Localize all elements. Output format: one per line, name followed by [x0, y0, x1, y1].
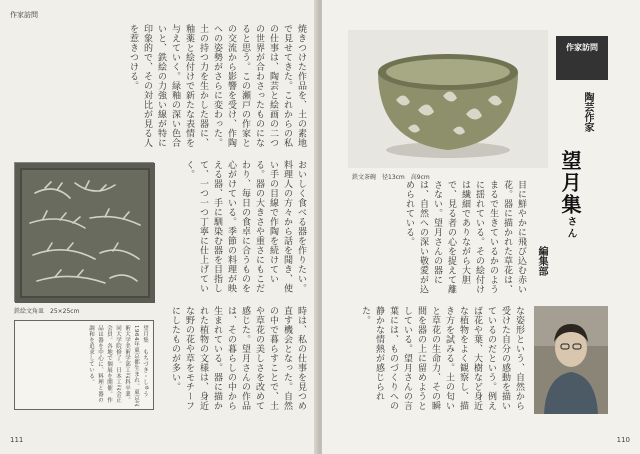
tea-bowl-image: [348, 30, 548, 168]
article-text-column-mid: おいしく食べる器を作りたい。料理人の方々から話を聞き、使い手の目線で作陶を続けている。器の大きさや重さにもこだわり、毎日の食卓に合うものを心がけている。季節の料理が映える器、手に馴染む器を目指して、一つ一つ丁寧に仕上げていく。: [184, 160, 306, 293]
article-text-column-upper-right: 目に鮮やかに飛び込む赤い花。器に描かれた草花は、まるで生きているかのように揺れている。その絵付けは繊細でありながら大胆で、見る者の心を捉えて離さない。望月さんの器には、自然への深い敬愛が込められている。: [404, 180, 526, 294]
right-page: [322, 0, 640, 454]
artist-role: 陶芸作家: [582, 92, 593, 132]
artist-info-text: 望月集 もちづき・しゅう 1964年東京都生まれ。東京芸術大学美術学部工芸科卒業。同大学院修了。日本工芸会正会員。各地で個展を開催。作品は器を中心に、料理と器の調和を追求している。: [88, 325, 148, 407]
portrait-image: [534, 306, 608, 414]
article-text-column-lower-right: な姿形という、自然から受けた自分の感動を描いているのだという。例えば花や葉、大樹など身近な植物をよく観察し、描き方を試みる。土の匂いと草花の生命力、その瞬間を器の上に留めようとしている。望月さんの言葉には、ものづくりへの静かな情熱が感じられた。: [360, 306, 524, 411]
page-number-right: 110: [616, 436, 630, 444]
plate-caption: 鉄絵文角皿 25×25cm: [14, 308, 80, 315]
left-page: [0, 0, 318, 454]
artist-name-text: 望月集: [558, 150, 582, 216]
byline: 編集部: [536, 246, 547, 276]
artist-portrait: [534, 306, 608, 414]
section-tab-label: 作家訪問: [566, 43, 598, 52]
bowl-caption: 鉄文茶碗 径13cm 高9cm: [352, 174, 430, 181]
artist-name: [556, 150, 585, 240]
page-number-left: 111: [10, 436, 24, 444]
article-text-column-bottom: 時は、私の仕事を見つめ直す機会となった。自然の中で暮らすことで、土や草花の美しさを改めて感じた。望月さんの作品は、その暮らしの中から生まれている。器に描かれた植物の文様は、身近な野の花や草をモチーフにしたものが多い。: [170, 306, 306, 411]
plate-photo: [14, 162, 154, 302]
artist-name-suffix: さん: [565, 216, 576, 240]
section-header: 作家訪問: [10, 11, 38, 19]
leaf-pattern-plate-image: [15, 163, 155, 303]
article-text-column-top: 焼きつけた作品を、土の素地で見せてきた。これからの私の仕事は、陶芸と絵画の二つの世界が合わさったものになると思う。この瀬戸の作家との交流から影響を受け、作陶への姿勢がさらに変わった。土の持つ力を生かした器に、釉薬と絵付けで新たな表情を与えていく。緑釉の深い色合いと、鉄絵の力強い線が特に印象的で、その対比が見る人を惹きつける。: [128, 24, 306, 148]
artist-info-box: [14, 320, 154, 410]
issue-number: 309: [574, 66, 590, 75]
bowl-photo: [348, 30, 548, 168]
